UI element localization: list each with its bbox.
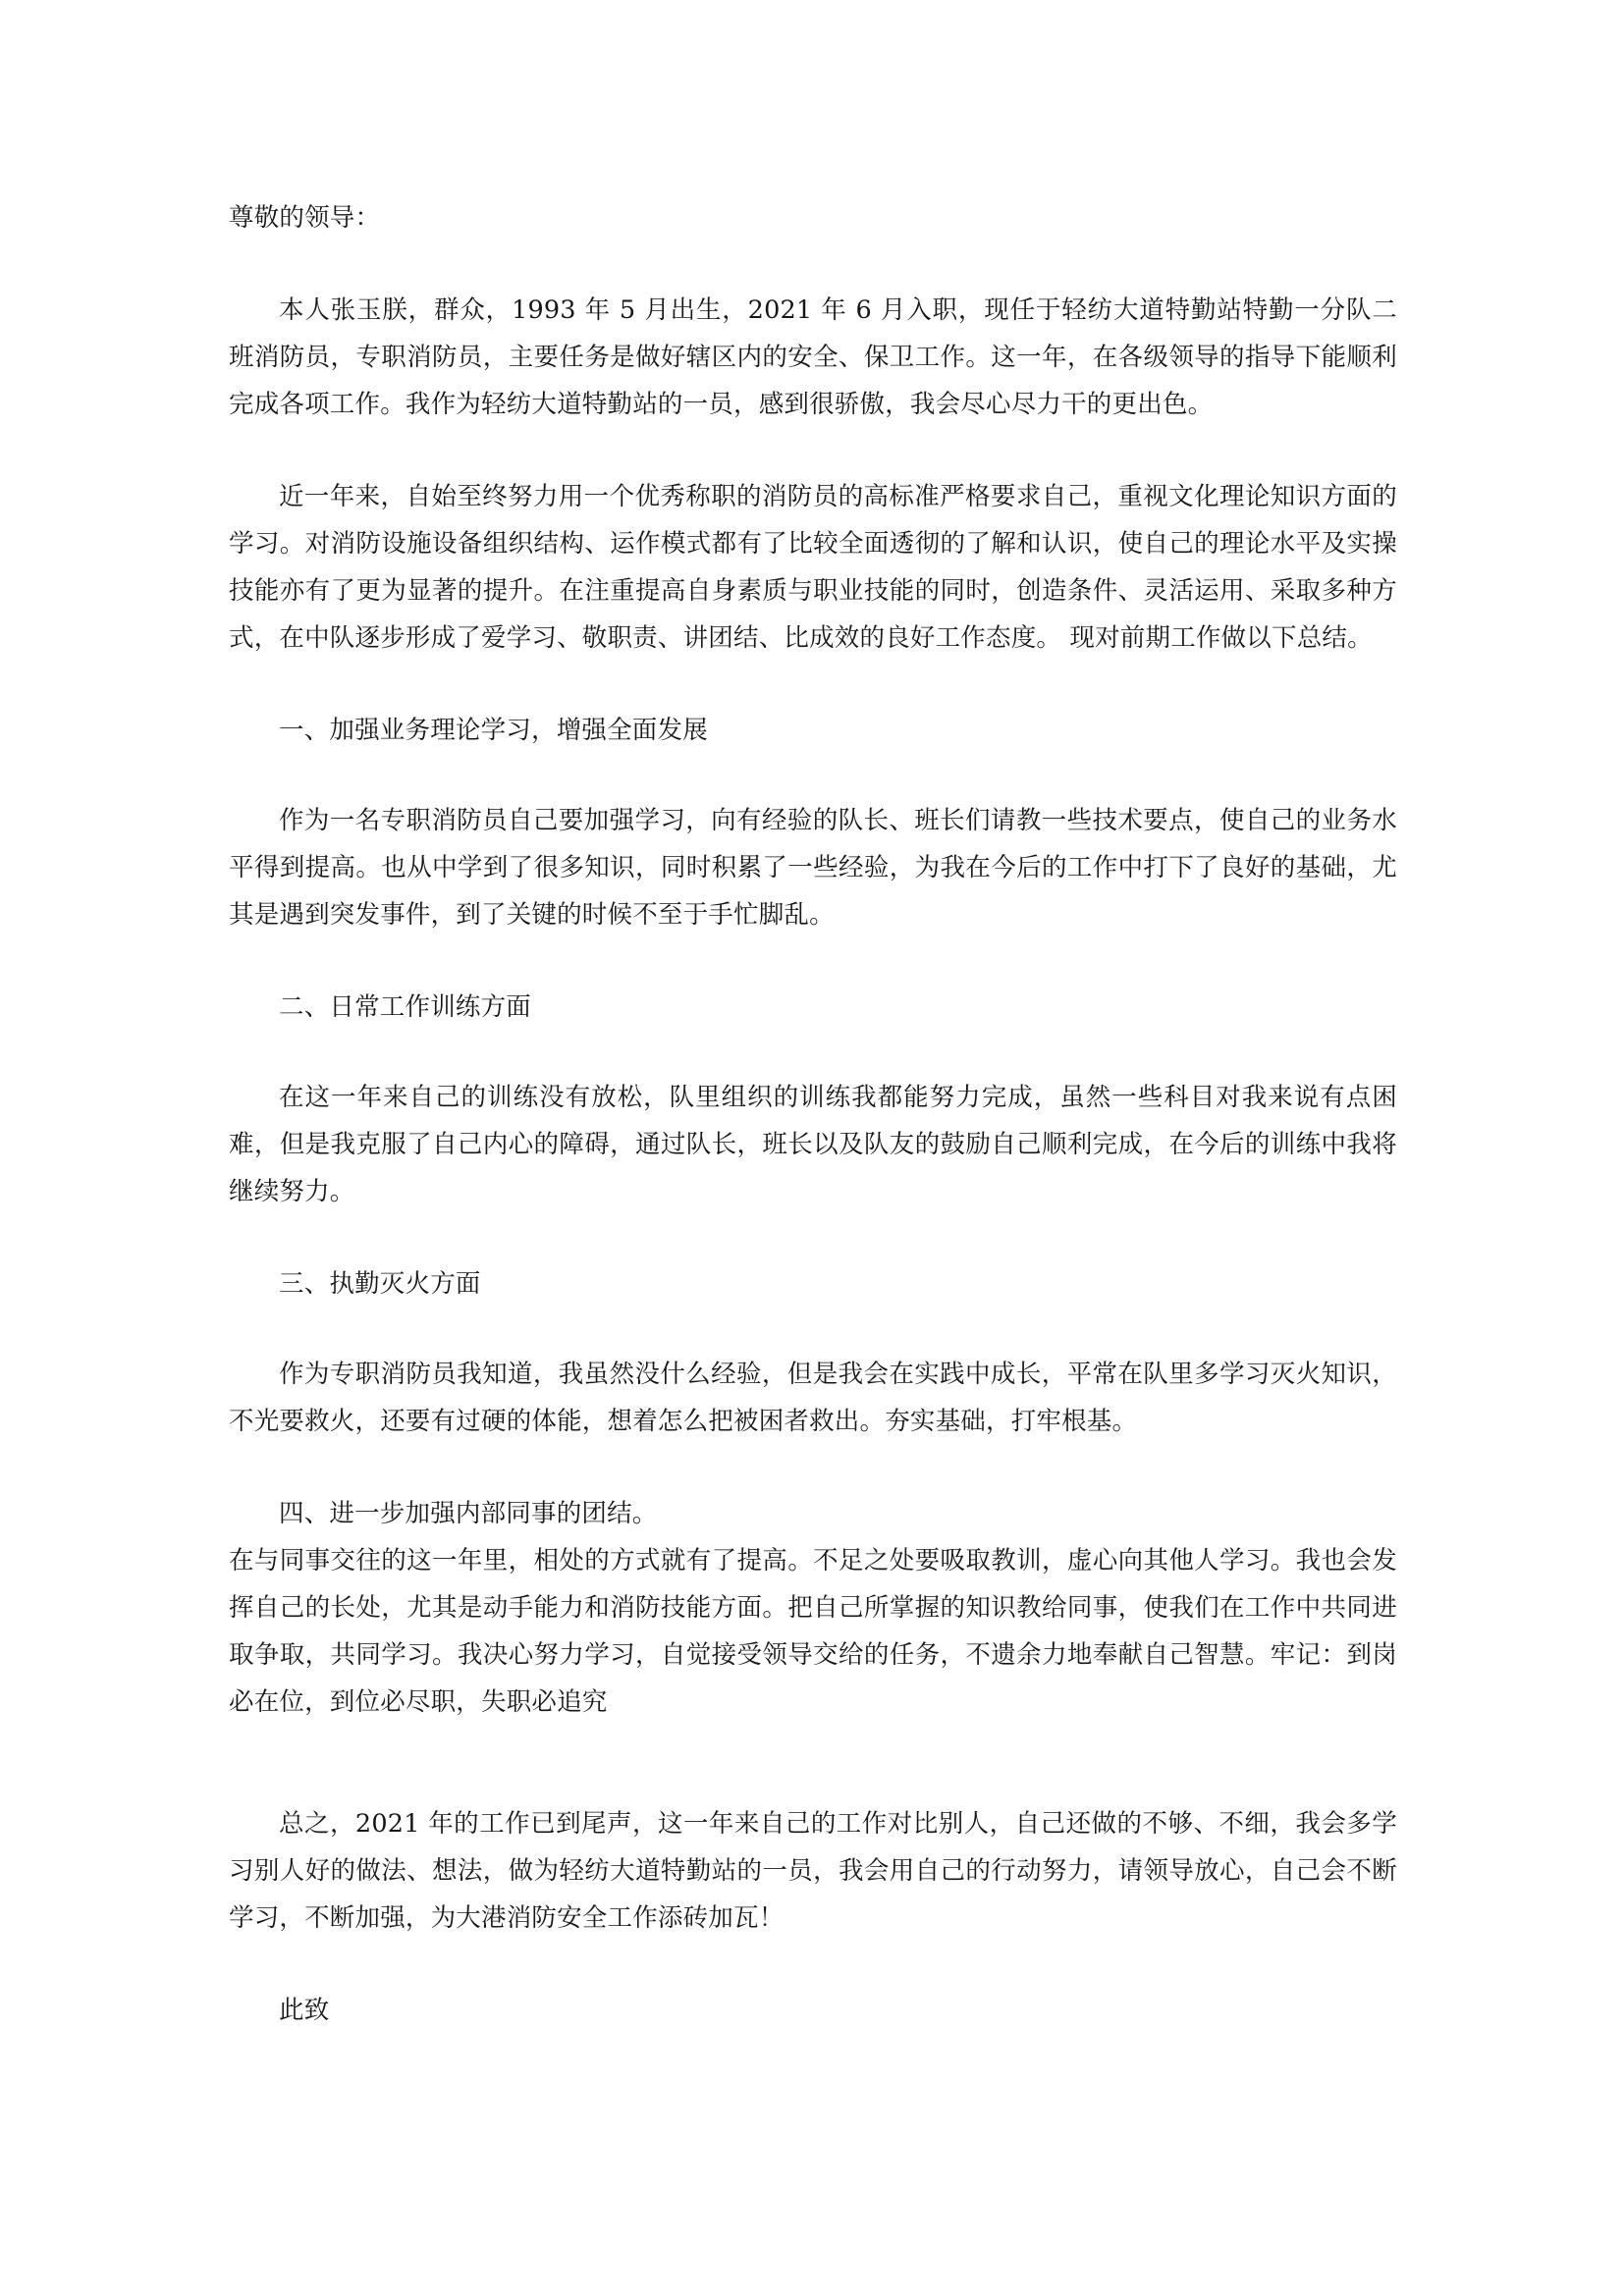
section-body-1: 作为一名专职消防员自己要加强学习，向有经验的队长、班长们请教一些技术要点，使自己的业务水平得到提高。也从中学到了很多知识，同时积累了一些经验，为我在今后的工作中打下了良好的基础，尤其是遇到突发事件，到了关键的时候不至于手忙脚乱。 (229, 806, 1397, 930)
section-body-2: 在这一年来自己的训练没有放松，队里组织的训练我都能努力完成，虽然一些科目对我来说有点困难，但是我克服了自己内心的障碍，通过队长，班长以及队友的鼓励自己顺利完成，在今后的训练中我将继续努力。 (229, 1083, 1397, 1206)
section-heading-2: 二、日常工作训练方面 (279, 992, 532, 1022)
section-body-4: 在与同事交往的这一年里，相处的方式就有了提高。不足之处要吸取教训，虚心向其他人学习。我也会发挥自己的长处，尤其是动手能力和消防技能方面。把自己所掌握的知识教给同事，使我们在工作中共同进取争取，共同学习。我决心努力学习，自觉接受领导交给的任务，不遗余力地奉献自己智慧。牢记：到岗必在位，到位必尽职，失职必追究 (229, 1546, 1397, 1717)
paragraph-overview: 近一年来，自始至终努力用一个优秀称职的消防员的高标准严格要求自己，重视文化理论知识方面的学习。对消防设施设备组织结构、运作模式都有了比较全面透彻的了解和认识，使自己的理论水平及实操技能亦有了更为显著的提升。在注重提高自身素质与职业技能的同时，创造条件、灵活运用、采取多种方式，在中队逐步形成了爱学习、敬职责、讲团结、比成效的良好工作态度。 现对前期工作做以下总结。 (229, 482, 1397, 653)
closing-line: 此致 (279, 1996, 330, 2025)
salutation-line: 尊敬的领导： (229, 203, 381, 233)
section-heading-1: 一、加强业务理论学习，增强全面发展 (279, 716, 708, 745)
document-body (229, 194, 1397, 2034)
section-heading-4: 四、进一步加强内部同事的团结。 (279, 1499, 658, 1528)
section-heading-3: 三、执勤灭火方面 (279, 1269, 481, 1299)
section-body-3: 作为专职消防员我知道，我虽然没什么经验，但是我会在实践中成长，平常在队里多学习灭火知识，不光要救火，还要有过硬的体能，想着怎么把被困者救出。夯实基础，打牢根基。 (229, 1360, 1397, 1436)
paragraph-conclusion: 总之，2021 年的工作已到尾声，这一年来自己的工作对比别人，自己还做的不够、不细，我会多学习别人好的做法、想法，做为轻纺大道特勤站的一员，我会用自己的行动努力，请领导放心，自己会不断学习，不断加强，为大港消防安全工作添砖加瓦！ (229, 1809, 1397, 1933)
paragraph-intro: 本人张玉朕，群众，1993 年 5 月出生，2021 年 6 月入职，现任于轻纺大道特勤站特勤一分队二班消防员，专职消防员，主要任务是做好辖区内的安全、保卫工作。这一年，在各级领导的指导下能顺利完成各项工作。我作为轻纺大道特勤站的一员，感到很骄傲，我会尽心尽力干的更出色。 (229, 295, 1397, 419)
